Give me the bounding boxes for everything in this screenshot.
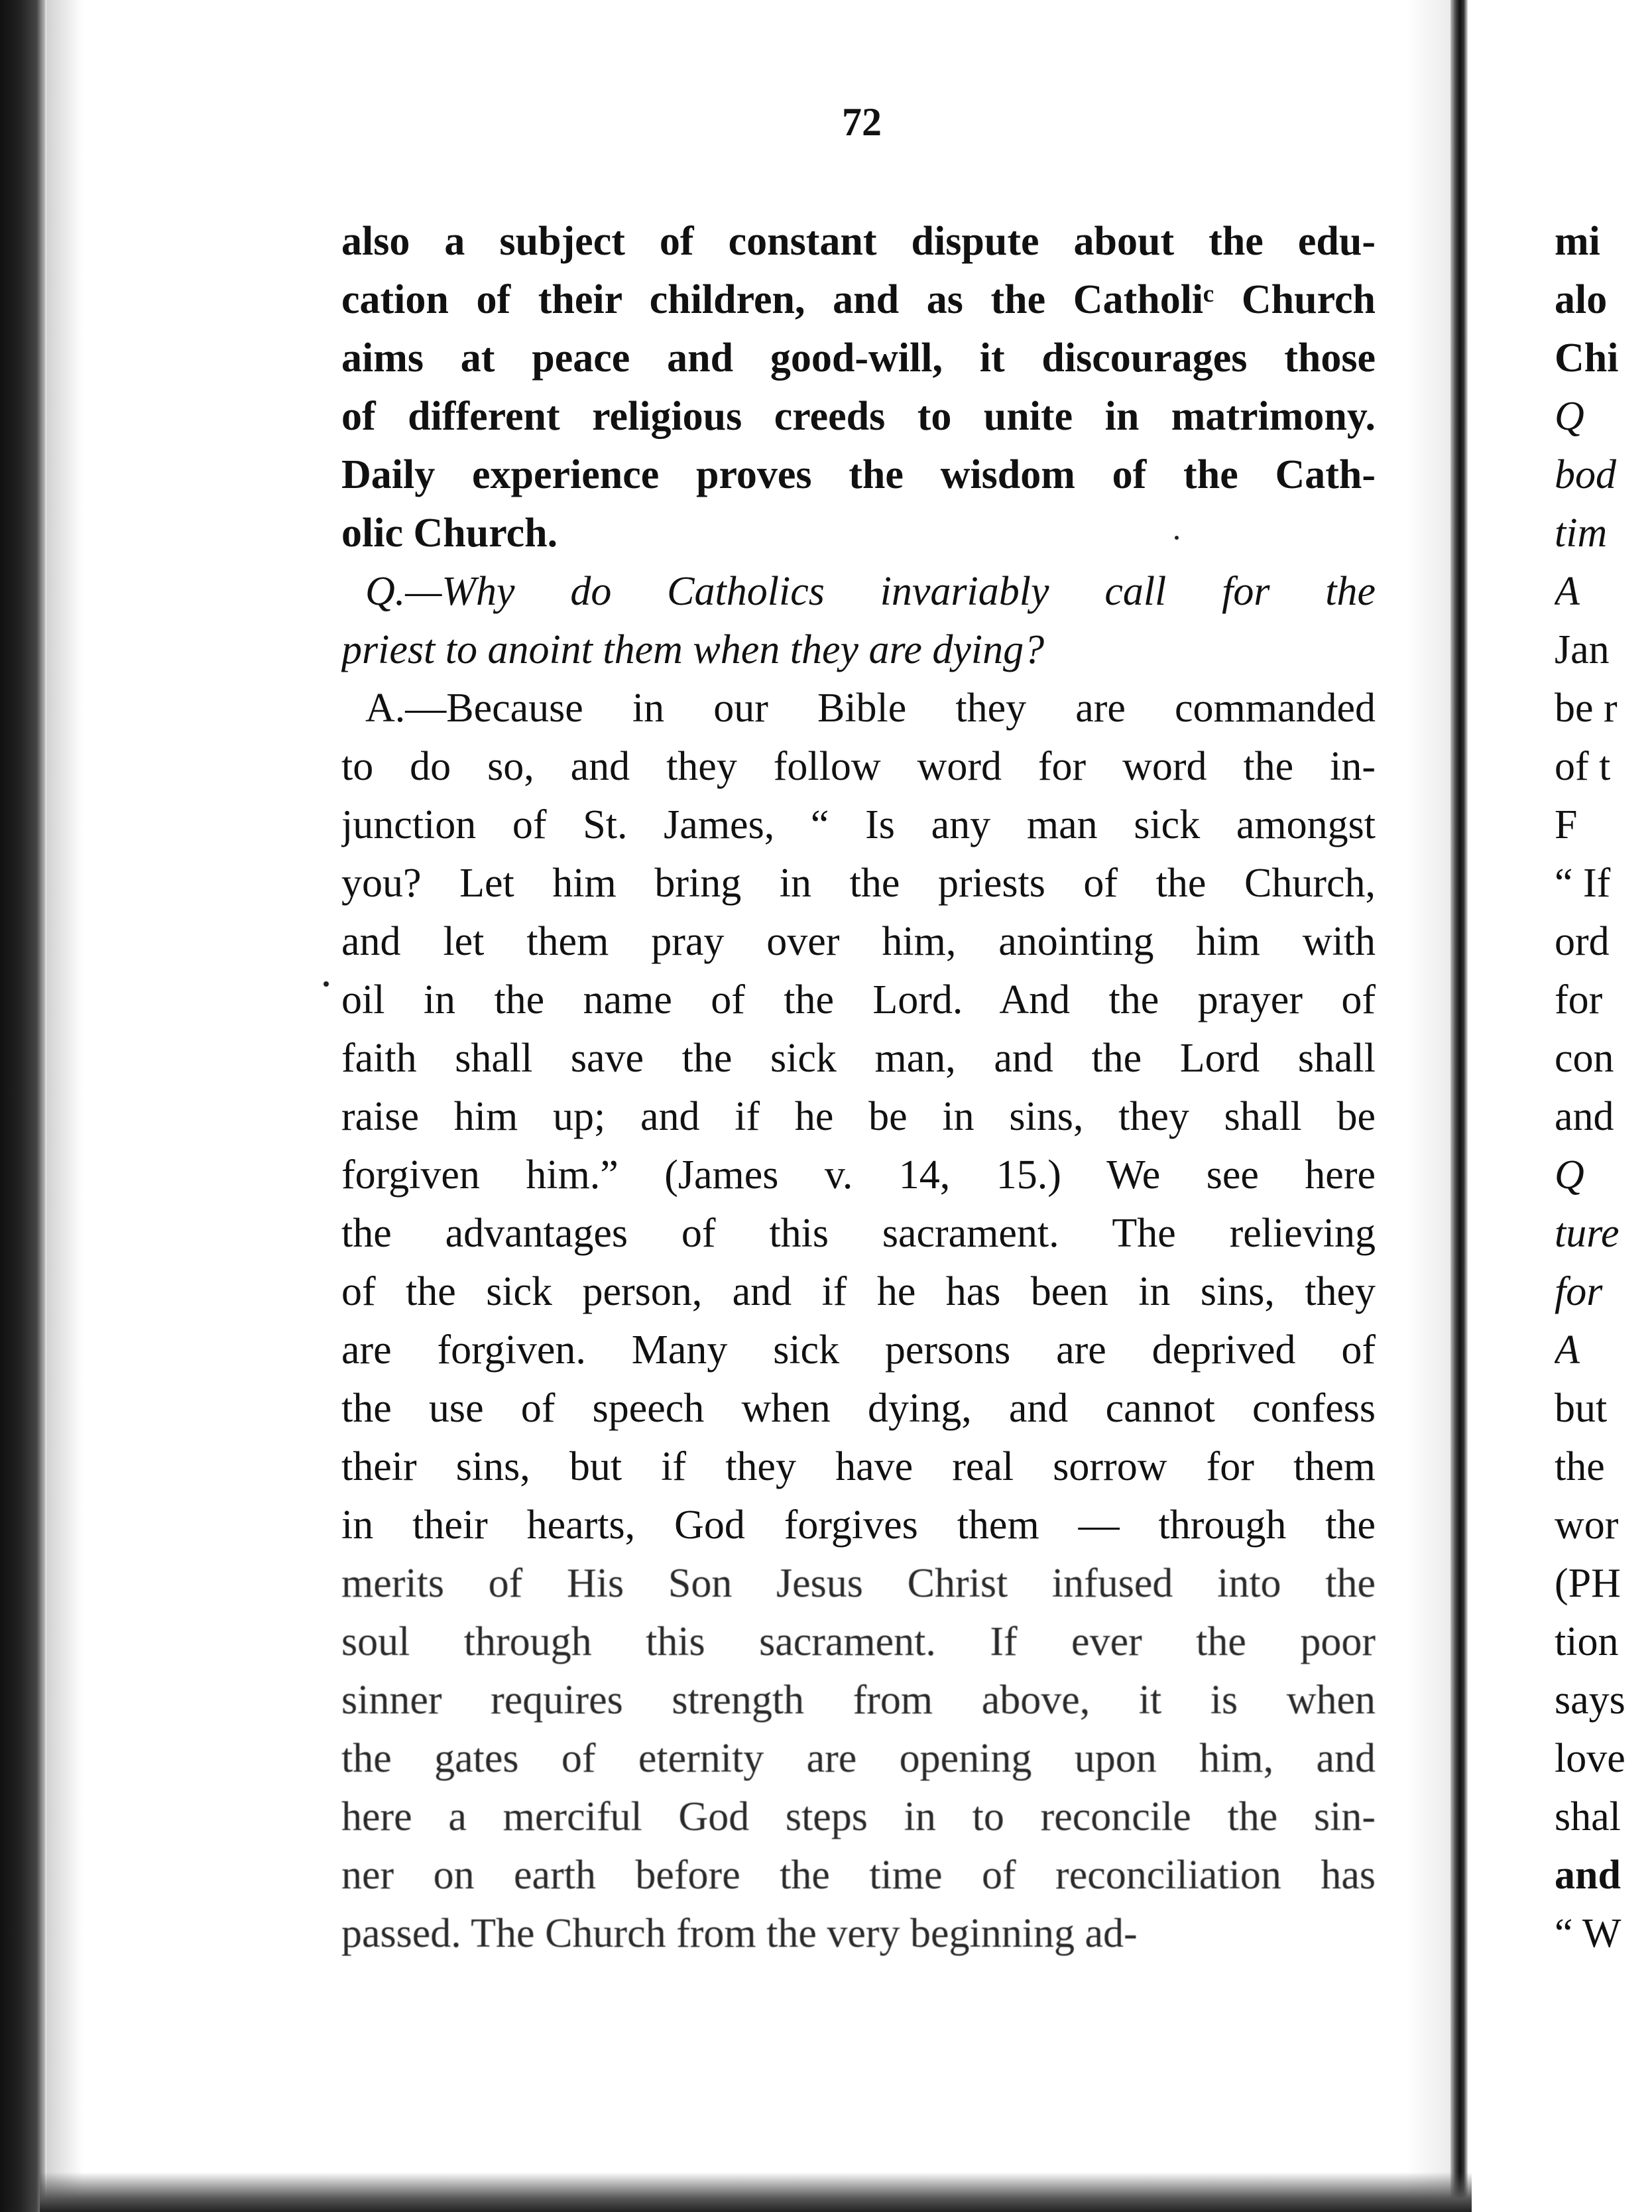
text-line: in their hearts, God forgives them — through the: [341, 1503, 1376, 1548]
ink-speck: [324, 981, 329, 987]
text-line: are forgiven. Many sick persons are deprived of: [341, 1327, 1376, 1373]
right-page-text-line: Jan: [1555, 627, 1610, 672]
right-page-text-line: and: [1555, 1853, 1621, 1898]
page-number: 72: [842, 100, 882, 144]
right-page-text-line: F: [1555, 802, 1578, 847]
right-page-text-line: A: [1555, 1327, 1580, 1373]
text-line: here a merciful God steps in to reconcile the sin-: [341, 1794, 1376, 1839]
right-page-text-line: says: [1555, 1678, 1625, 1723]
page-left-edge: [0, 0, 46, 2212]
right-page-text-line: “ If: [1555, 861, 1611, 906]
right-page-text-line: but: [1555, 1386, 1608, 1431]
right-page-text-line: mi: [1555, 219, 1600, 264]
right-page-text-line: tion: [1555, 1619, 1619, 1664]
right-page-text-line: shal: [1555, 1794, 1621, 1839]
text-line: merits of His Son Jesus Christ infused into the: [341, 1561, 1376, 1606]
text-line: the gates of eternity are opening upon him, and: [341, 1736, 1376, 1781]
text-line: you? Let him bring in the priests of the Church,: [341, 861, 1376, 906]
text-line: to do so, and they follow word for word the in-: [341, 744, 1376, 789]
text-line: their sins, but if they have real sorrow for them: [341, 1444, 1376, 1489]
text-line: the advantages of this sacrament. The relieving: [341, 1211, 1376, 1256]
right-page-text-line: con: [1555, 1036, 1614, 1081]
right-page-text-line: for: [1555, 1269, 1603, 1314]
right-page-text-line: alo: [1555, 277, 1608, 322]
text-line: forgiven him.” (James v. 14, 15.) We see here: [341, 1152, 1376, 1198]
text-line: Q.—Why do Catholics invariably call for the: [365, 569, 1376, 614]
text-line: and let them pray over him, anointing him with: [341, 919, 1376, 964]
left-page-body-text: [341, 212, 1376, 1963]
right-page-text-line: be r: [1555, 686, 1618, 731]
text-line: aims at peace and good-will, it discourages those: [341, 336, 1376, 381]
text-line: A.—Because in our Bible they are commanded: [365, 686, 1376, 731]
right-page-text-line: of t: [1555, 744, 1611, 789]
text-line: priest to anoint them when they are dying?: [341, 627, 1045, 672]
text-line: cation of their children, and as the Catholiᶜ Church: [341, 277, 1376, 322]
book-gutter: [1450, 0, 1468, 2212]
text-line: raise him up; and if he be in sins, they shall be: [341, 1094, 1376, 1139]
right-page-text-line: A: [1555, 569, 1580, 614]
text-line: the use of speech when dying, and cannot confess: [341, 1386, 1376, 1431]
text-line: passed. The Church from the very beginning ad-: [341, 1911, 1138, 1956]
right-page-text-line: ture: [1555, 1211, 1620, 1256]
page-left-shadow: [46, 0, 83, 2212]
right-page-text-line: Q: [1555, 1152, 1584, 1198]
text-line: sinner requires strength from above, it is when: [341, 1678, 1376, 1723]
right-page-text-line: bod: [1555, 452, 1616, 497]
page-bottom-edge: [40, 2172, 1472, 2212]
text-line: of different religious creeds to unite in matrimony.: [341, 394, 1376, 439]
right-page-text-line: for: [1555, 977, 1603, 1022]
right-page-text-line: Chi: [1555, 336, 1619, 381]
right-page-fragment: [1555, 212, 1652, 1963]
text-line: oil in the name of the Lord. And the prayer of: [341, 977, 1376, 1022]
text-line: soul through this sacrament. If ever the poor: [341, 1619, 1376, 1664]
text-line: Daily experience proves the wisdom of the Cath-: [341, 452, 1376, 497]
text-line: ner on earth before the time of reconciliation has: [341, 1853, 1376, 1898]
right-page-text-line: love: [1555, 1736, 1625, 1781]
right-page-text-line: tim: [1555, 511, 1608, 556]
text-line: junction of St. James, “ Is any man sick amongst: [341, 802, 1376, 847]
right-page-text-line: ord: [1555, 919, 1610, 964]
right-page-text-line: Q: [1555, 394, 1584, 439]
text-line: also a subject of constant dispute about the edu-: [341, 219, 1376, 264]
gutter-shade: [1405, 0, 1450, 2212]
right-page-text-line: (PH: [1555, 1561, 1621, 1606]
right-page-text-line: and: [1555, 1094, 1614, 1139]
text-line: olic Church.: [341, 511, 558, 556]
right-page-text-line: wor: [1555, 1503, 1619, 1548]
text-line: of the sick person, and if he has been in sins, they: [341, 1269, 1376, 1314]
right-page-text-line: “ W: [1555, 1911, 1622, 1956]
text-line: faith shall save the sick man, and the Lord shall: [341, 1036, 1376, 1081]
right-page-text-line: the: [1555, 1444, 1605, 1489]
